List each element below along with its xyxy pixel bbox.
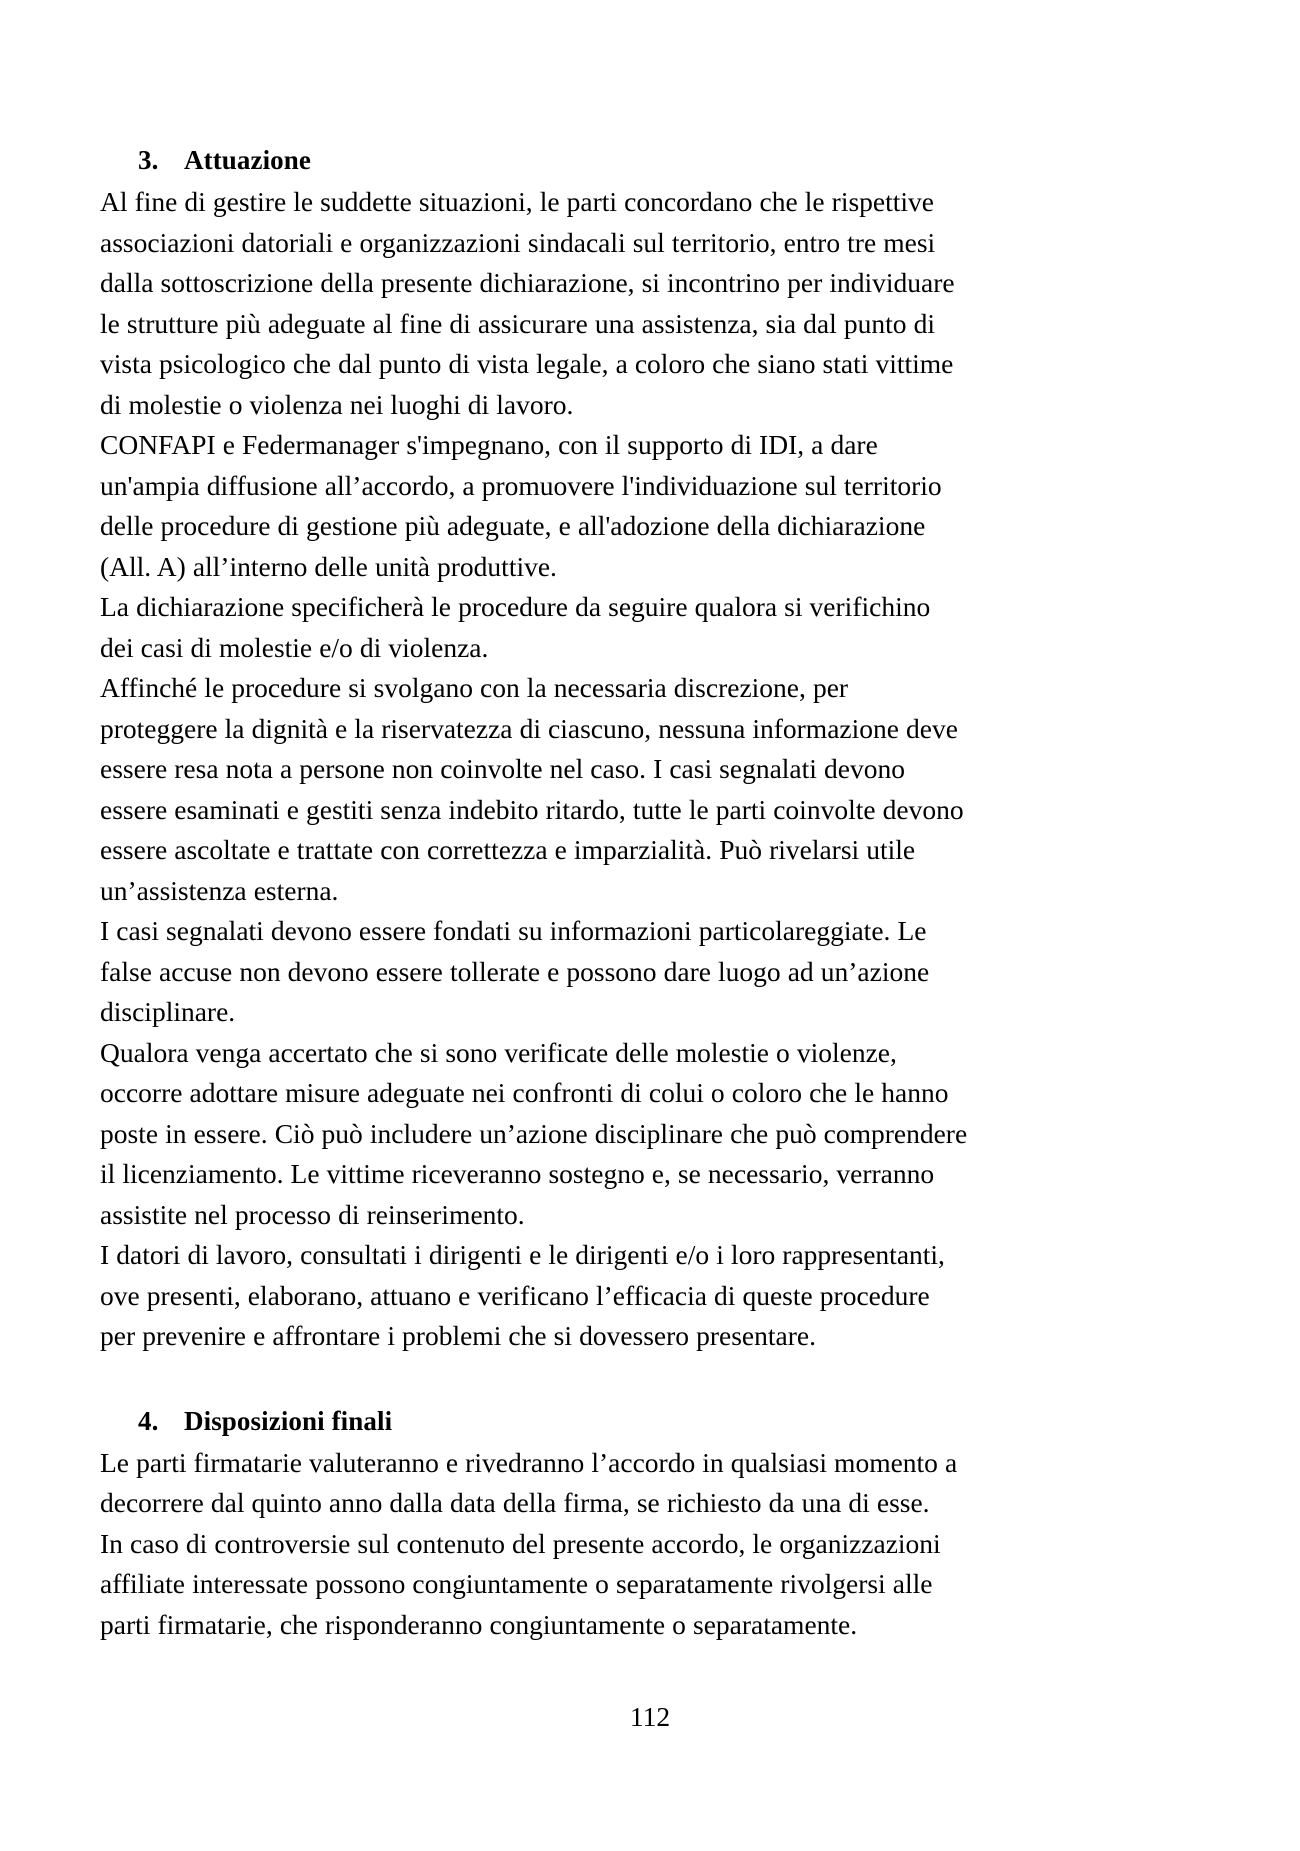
- page-number: 112: [629, 1701, 671, 1732]
- section-spacer: [100, 1357, 968, 1401]
- paragraph-3-6: Qualora venga accertato che si sono verificate delle molestie o violenze, occorre adottare misure adeguate nei confronti di colui o coloro che le hanno poste in essere. Ciò può includere un’azione disciplinare che può comprendere il licenziamento. Le vittime riceveranno sostegno e, se necessario, verranno assistite nel processo di reinserimento.: [100, 1036, 968, 1230]
- paragraph-3-7: I datori di lavoro, consultati i dirigenti e le dirigenti e/o i loro rappresentanti, ove presenti, elaborano, attuano e verificano l’efficacia di queste procedure per prevenire e affrontare i problemi che si dovessero presentare.: [100, 1239, 945, 1351]
- paragraph-3-5: I casi segnalati devono essere fondati su informazioni particolareggiate. Le false accuse non devono essere tollerate e possono dare luogo ad un’azione disciplinare.: [100, 915, 930, 1027]
- paragraph-4-1: Le parti firmatarie valuteranno e rivedranno l’accordo in qualsiasi momento a decorrere dal quinto anno dalla data della firma, se richiesto da una di esse.: [100, 1446, 958, 1518]
- section-number-3: 3.: [138, 145, 159, 175]
- paragraph-3-2: CONFAPI e Federmanager s'impegnano, con il supporto di IDI, a dare un'ampia diffusione all’accordo, a promuovere l'individuazione sul territorio delle procedure di gestione più adeguate, e all'adozione della dichiarazione (All. A) all’interno delle unità produttive.: [100, 429, 942, 582]
- page-content: [100, 140, 968, 1645]
- section-title-4: Disposizioni finali: [184, 1405, 393, 1436]
- section-number-4: 4.: [138, 1405, 159, 1436]
- paragraph-3-3: La dichiarazione specificherà le procedure da seguire qualora si verifichino dei casi di molestie e/o di violenza.: [100, 591, 931, 663]
- section-heading-3: [100, 140, 968, 180]
- paragraph-4-2: In caso di controversie sul contenuto del presente accordo, le organizzazioni affiliate interessate possono congiuntamente o separatamente rivolgersi alle parti firmatarie, che risponderanno congiuntamente o separatamente.: [100, 1527, 941, 1640]
- paragraph-3-4: Affinché le procedure si svolgano con la necessaria discrezione, per proteggere la dignità e la riservatezza di ciascuno, nessuna informazione deve essere resa nota a persone non coinvolte nel caso. I casi segnalati devono essere esaminati e gestiti senza indebito ritardo, tutte le parti coinvolte devono essere ascoltate e trattate con correttezza e imparzialità. Può rivelarsi utile un’assistenza esterna.: [100, 672, 964, 906]
- paragraph-3-1: Al fine di gestire le suddette situazioni, le parti concordano che le rispettive associazioni datoriali e organizzazioni sindacali sul territorio, entro tre mesi dalla sottoscrizione della presente dichiarazione, si incontrino per individuare le strutture più adeguate al fine di assicurare una assistenza, sia dal punto di vista psicologico che dal punto di vista legale, a coloro che siano stati vittime di molestie o violenza nei luoghi di lavoro.: [100, 186, 955, 420]
- section-title-3: Attuazione: [184, 145, 311, 175]
- section-heading-4: [100, 1401, 968, 1441]
